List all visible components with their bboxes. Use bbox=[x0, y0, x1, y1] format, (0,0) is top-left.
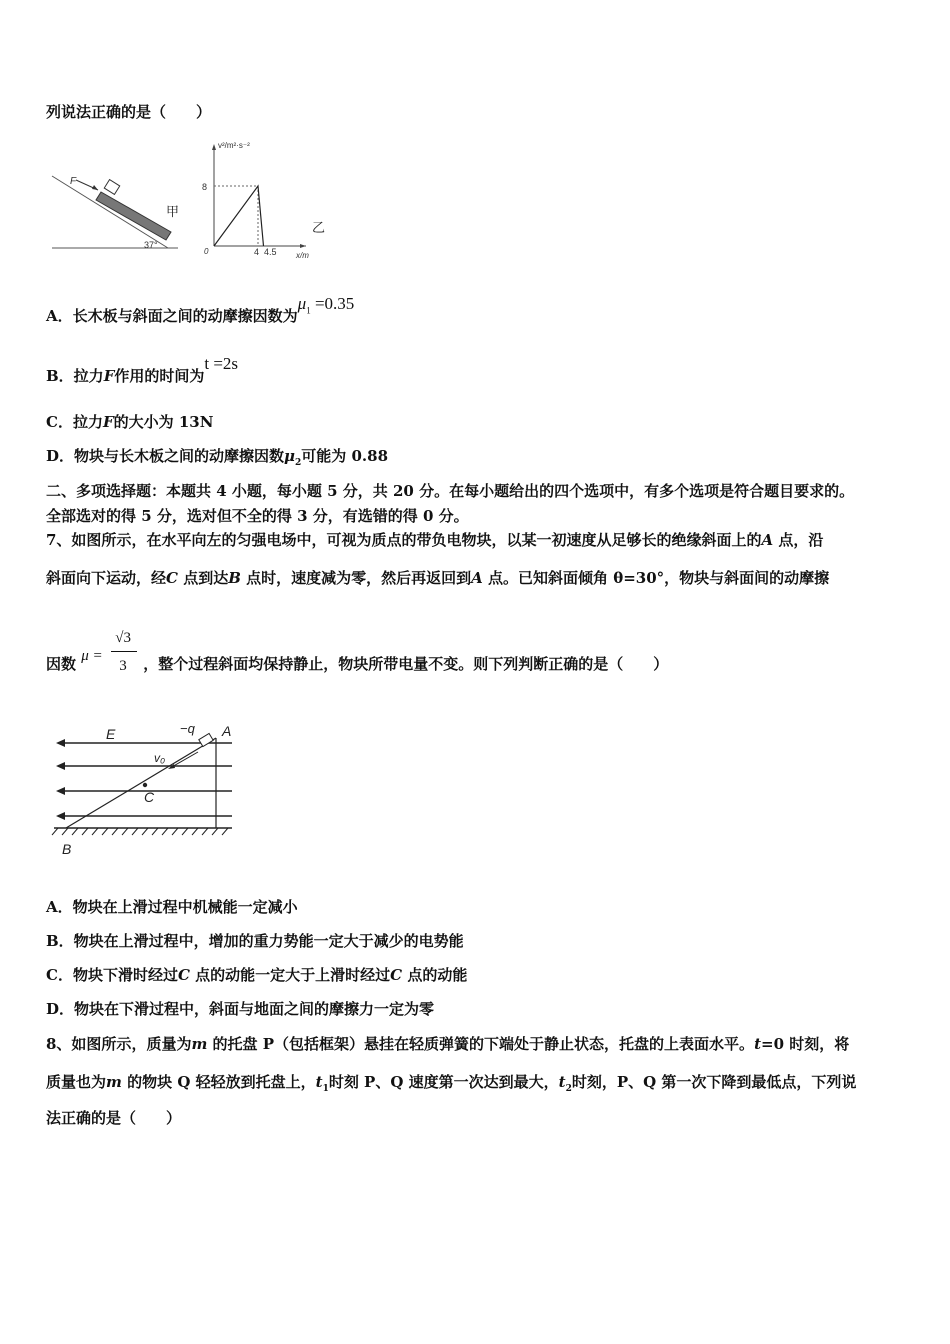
q6-figure-yi bbox=[196, 134, 331, 262]
q7-line3: 因数 μ = √3 3 ，整个过程斜面均保持静止，物块所带电量不变。则下列判断正确的是（ ） bbox=[46, 630, 669, 674]
q7-figure bbox=[50, 718, 240, 860]
figure-tag-yi: 乙 bbox=[312, 220, 326, 235]
q6-option-c: C．拉力F的大小为 13N bbox=[46, 413, 214, 431]
label-b: B bbox=[62, 841, 72, 857]
label-v0: v₀ bbox=[154, 751, 166, 765]
x-tick-4: 4 bbox=[254, 247, 260, 257]
point-c bbox=[143, 783, 147, 787]
v2-series-line bbox=[214, 186, 264, 246]
q7-option-c: C．物块下滑时经过C 点的动能一定大于上滑时经过C 点的动能 bbox=[46, 966, 468, 984]
section2-line1: 二、多项选择题：本题共 4 小题，每小题 5 分，共 20 分。在每小题给出的四个选项中，有多个选项是符合题目要求的。 bbox=[46, 482, 855, 500]
label-q: −q bbox=[180, 721, 195, 736]
q8-line2: 质量也为m 的物块 Q 轻轻放到托盘上，$t_1$时刻 P、Q 速度第一次达到最大，$t_2$时刻，P、Q 第一次下降到最低点，下列说 bbox=[46, 1073, 857, 1094]
section2-line2: 全部选对的得 5 分，选对但不全的得 3 分，有选错的得 0 分。 bbox=[46, 507, 469, 525]
y-axis-label: v²/m²·s⁻² bbox=[218, 141, 250, 150]
angle-label: 37° bbox=[144, 240, 158, 250]
q8-line3: 法正确的是（ ） bbox=[46, 1109, 182, 1127]
block bbox=[104, 180, 119, 195]
x-tick-4-5: 4.5 bbox=[264, 247, 277, 257]
q7-line2: 斜面向下运动，经C 点到达B 点时，速度减为零，然后再返回到A 点。已知斜面倾角 θ=30°，物块与斜面间的动摩擦 bbox=[46, 569, 830, 587]
q6-option-d: D．物块与长木板之间的动摩擦因数$\mu_2$可能为 0.88 bbox=[46, 447, 389, 468]
q7-option-b: B．物块在上滑过程中，增加的重力势能一定大于减少的电势能 bbox=[46, 932, 464, 950]
origin-label: 0 bbox=[204, 247, 209, 256]
q7-option-a: A．物块在上滑过程中机械能一定减小 bbox=[46, 898, 298, 916]
label-c: C bbox=[144, 789, 155, 805]
label-e: E bbox=[106, 726, 116, 742]
long-board bbox=[96, 192, 171, 240]
charged-block bbox=[199, 733, 213, 746]
incline bbox=[66, 738, 216, 828]
y-tick-8: 8 bbox=[202, 182, 208, 192]
q6-stem: 列说法正确的是（ ） bbox=[46, 103, 212, 121]
q7-line1: 7、如图所示，在水平向左的匀强电场中，可视为质点的带负电物块，以某一初速度从足够长的绝缘斜面上的A 点，沿 bbox=[46, 531, 824, 549]
label-a: A bbox=[222, 723, 232, 739]
q8-line1: 8、如图所示，质量为m 的托盘 P（包括框架）悬挂在轻质弹簧的下端处于静止状态，托盘的上表面水平。t=0 时刻，将 bbox=[46, 1035, 850, 1053]
x-axis-label: x/m bbox=[296, 251, 309, 260]
q7-option-d: D．物块在下滑过程中，斜面与地面之间的摩擦力一定为零 bbox=[46, 1000, 435, 1018]
mu-fraction: μ = √3 3 bbox=[81, 654, 143, 674]
q6-option-a: A．长木板与斜面之间的动摩擦因数为$\mu_1 =0.35$ bbox=[46, 294, 355, 325]
q6-option-b: B．拉力F作用的时间为t =2s bbox=[46, 354, 239, 385]
force-label: F bbox=[70, 176, 77, 187]
q6-figure-jia bbox=[48, 168, 183, 258]
math-t-2s: t =2s bbox=[204, 354, 239, 373]
figure-tag-jia: 甲 bbox=[166, 204, 180, 219]
